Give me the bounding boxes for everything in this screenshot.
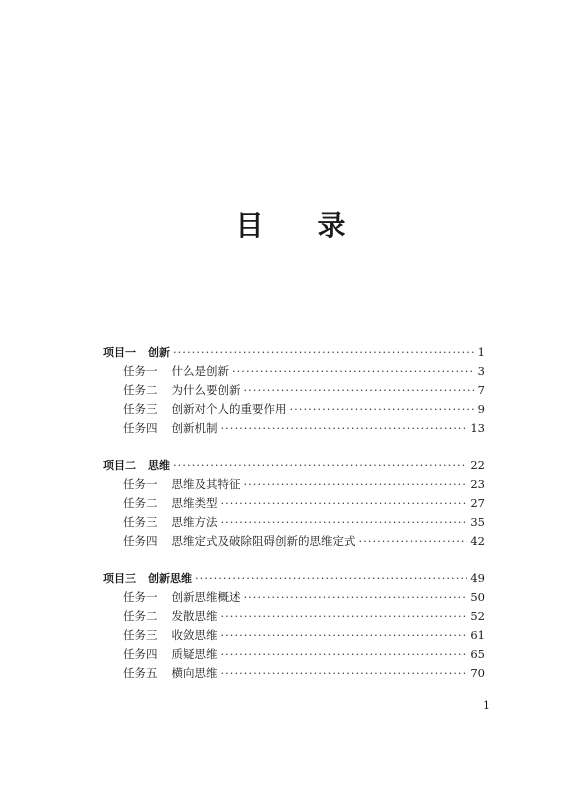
toc-entry-task[interactable] <box>103 419 485 438</box>
entry-page: 52 <box>470 609 485 623</box>
entry-title: 创新 <box>148 346 170 359</box>
entry-title: 思维及其特征 <box>171 477 241 491</box>
entry-number: 任务四 <box>123 647 158 661</box>
entry-page: 3 <box>477 364 485 378</box>
dot-leader <box>173 343 474 362</box>
toc-entry-task[interactable] <box>103 362 485 381</box>
dot-leader <box>244 381 475 400</box>
table-of-contents <box>103 343 485 701</box>
entry-page: 35 <box>470 515 485 529</box>
page-title <box>0 204 581 244</box>
dot-leader <box>232 362 474 381</box>
title-char-1: 目 <box>235 209 264 242</box>
toc-entry-task[interactable] <box>103 588 485 607</box>
entry-page: 1 <box>477 345 485 359</box>
dot-leader <box>221 645 468 664</box>
dot-leader <box>173 456 467 475</box>
entry-number: 项目二 <box>103 459 136 472</box>
toc-section-1 <box>103 343 485 438</box>
dot-leader <box>359 532 468 551</box>
toc-entry-task[interactable] <box>103 607 485 626</box>
dot-leader <box>290 400 475 419</box>
entry-title: 创新思维 <box>148 572 192 585</box>
entry-title: 思维类型 <box>171 496 218 510</box>
dot-leader <box>221 664 468 683</box>
entry-number: 任务三 <box>123 628 158 642</box>
dot-leader <box>221 494 468 513</box>
entry-page: 50 <box>470 590 485 604</box>
toc-entry-project-2[interactable] <box>103 456 485 475</box>
entry-number: 任务四 <box>123 421 158 435</box>
entry-page: 9 <box>477 402 485 416</box>
dot-leader <box>221 419 468 438</box>
toc-section-3 <box>103 569 485 683</box>
entry-number: 项目一 <box>103 346 136 359</box>
dot-leader <box>244 588 468 607</box>
entry-title: 质疑思维 <box>171 647 218 661</box>
toc-entry-project-3[interactable] <box>103 569 485 588</box>
entry-number: 任务五 <box>123 666 158 680</box>
entry-page: 13 <box>470 421 485 435</box>
toc-entry-task[interactable] <box>103 381 485 400</box>
entry-page: 22 <box>470 458 485 472</box>
entry-page: 27 <box>470 496 485 510</box>
toc-entry-project-1[interactable] <box>103 343 485 362</box>
entry-number: 任务一 <box>123 364 158 378</box>
entry-title: 创新思维概述 <box>171 590 241 604</box>
entry-title: 思维 <box>148 459 170 472</box>
entry-number: 任务三 <box>123 515 158 529</box>
toc-section-2 <box>103 456 485 551</box>
toc-entry-task[interactable] <box>103 494 485 513</box>
page-number: 1 <box>483 699 490 712</box>
entry-number: 任务二 <box>123 383 158 397</box>
entry-page: 23 <box>470 477 485 491</box>
entry-number: 任务四 <box>123 534 158 548</box>
toc-entry-task[interactable] <box>103 645 485 664</box>
entry-number: 任务二 <box>123 609 158 623</box>
entry-title: 什么是创新 <box>171 364 229 378</box>
title-char-2: 录 <box>317 209 346 242</box>
entry-page: 42 <box>470 534 485 548</box>
entry-title: 横向思维 <box>171 666 218 680</box>
entry-number: 项目三 <box>103 572 136 585</box>
entry-title: 创新机制 <box>171 421 218 435</box>
dot-leader <box>221 607 468 626</box>
entry-number: 任务一 <box>123 590 158 604</box>
dot-leader <box>221 513 468 532</box>
entry-title: 收敛思维 <box>171 628 218 642</box>
entry-title: 思维方法 <box>171 515 218 529</box>
toc-entry-task[interactable] <box>103 664 485 683</box>
entry-page: 61 <box>470 628 485 642</box>
entry-title: 发散思维 <box>171 609 218 623</box>
entry-page: 49 <box>470 571 485 585</box>
entry-title: 思维定式及破除阻碍创新的思维定式 <box>171 534 356 548</box>
entry-page: 65 <box>470 647 485 661</box>
entry-number: 任务三 <box>123 402 158 416</box>
entry-title: 创新对个人的重要作用 <box>171 402 287 416</box>
entry-number: 任务二 <box>123 496 158 510</box>
entry-number: 任务一 <box>123 477 158 491</box>
toc-entry-task[interactable] <box>103 400 485 419</box>
entry-title: 为什么要创新 <box>171 383 241 397</box>
toc-entry-task[interactable] <box>103 532 485 551</box>
toc-entry-task[interactable] <box>103 513 485 532</box>
dot-leader <box>221 626 468 645</box>
entry-page: 70 <box>470 666 485 680</box>
toc-entry-task[interactable] <box>103 626 485 645</box>
toc-entry-task[interactable] <box>103 475 485 494</box>
dot-leader <box>244 475 468 494</box>
dot-leader <box>195 569 467 588</box>
entry-page: 7 <box>477 383 485 397</box>
